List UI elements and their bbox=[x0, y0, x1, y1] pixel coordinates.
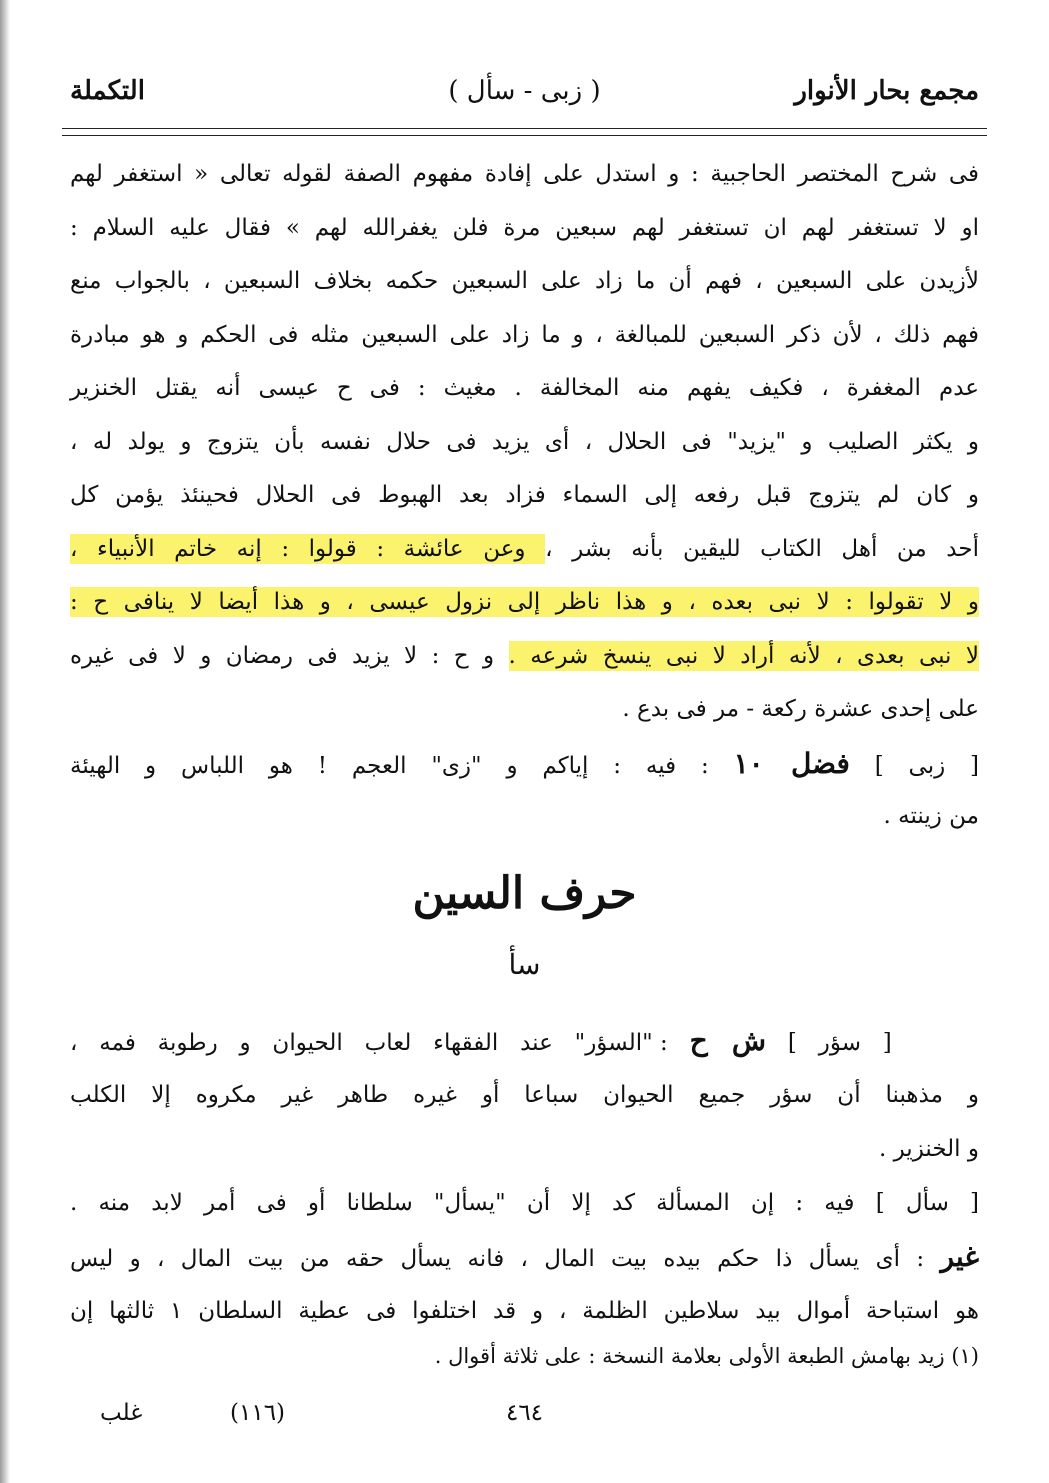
book-title: مجمع بحار الأنوار bbox=[794, 76, 979, 106]
text-line: عدم المغفرة ، فكيف يفهم منه المخالفة . مغيث : فى ح عيسى أنه يقتل الخنزير bbox=[70, 375, 979, 401]
second-text-block bbox=[70, 1014, 979, 1338]
entry-range: ( زبى - سأل ) bbox=[448, 76, 601, 106]
text-line: و كان لم يتزوج قبل رفعه إلى السماء فزاد بعد الهبوط فى الحلال فحينئذ يؤمن كل bbox=[70, 482, 979, 508]
text-line: و مذهبنا أن سؤر جميع الحيوان سباعا أو غيره طاهر غير مكروه إلا الكلب bbox=[70, 1082, 979, 1108]
fasl-label: فضل ١٠ bbox=[733, 746, 850, 780]
page-footer bbox=[70, 1400, 979, 1440]
entry-zby bbox=[70, 737, 979, 791]
line-plain-part: و ح : لا يزيد فى رمضان و لا فى غيره bbox=[70, 642, 509, 669]
signature-mark: غلب bbox=[100, 1400, 143, 1426]
entry-text: : فيه : إياكم و "زى" العجم ! هو اللباس و الهيئة bbox=[70, 752, 709, 779]
running-header bbox=[70, 68, 979, 118]
source-code: ش ح bbox=[689, 1024, 767, 1057]
highlighted-text: وعن عائشة : قولوا : إنه خاتم الأنبياء ، bbox=[70, 535, 546, 562]
signature-number: (١١٦) bbox=[230, 1400, 286, 1426]
entry-text: : "السؤر" عند الفقهاء لعاب الحيوان و رطوبة فمه ، bbox=[70, 1030, 668, 1056]
gh-label: غير bbox=[940, 1240, 979, 1273]
volume-label: التكملة bbox=[70, 76, 145, 106]
sub-title: سأ bbox=[508, 948, 541, 981]
text-line: من زينته . bbox=[883, 803, 979, 829]
entry-bracket: [ زبى ] bbox=[874, 752, 980, 779]
highlighted-text: لا نبى بعدى ، لأنه أراد لا نبى ينسخ شرعه . bbox=[508, 642, 979, 669]
text-line: فهم ذلك ، لأن ذكر السبعين للمبالغة ، و ما زاد على السبعين مثله فى الحكم و هو مبادرة bbox=[70, 321, 979, 348]
line-plain-part: أحد من أهل الكتاب لليقين بأنه بشر ، bbox=[545, 535, 979, 562]
entry-bracket: [ سؤر ] bbox=[787, 1030, 892, 1056]
text-line: لأزيدن على السبعين ، فهم أن ما زاد على السبعين حكمه بخلاف السبعين ، بالجواب منع bbox=[70, 268, 979, 294]
text-line-highlighted bbox=[70, 576, 979, 630]
header-double-rule bbox=[62, 128, 987, 136]
text-line: او لا تستغفر لهم ان تستغفر لهم سبعين مرة فلن يغفرالله لهم » فقال عليه السلام : bbox=[70, 214, 979, 241]
text-line: فى شرح المختصر الحاجبية : و استدل على إفادة مفهوم الصفة لقوله تعالى « استغفر لهم bbox=[70, 161, 979, 187]
text-line bbox=[70, 1230, 979, 1284]
text-line: و يكثر الصليب و "يزيد" فى الحلال ، أى يزيد فى حلال نفسه بأن يتزوج و يولد له ، bbox=[70, 428, 979, 455]
text-line: هو استباحة أموال بيد سلاطين الظلمة ، و قد اختلفوا فى عطية السلطان ١ ثالثها إن bbox=[70, 1298, 980, 1324]
entry-text: : أى يسأل ذا حكم بيده بيت المال ، فانه يسأل حقه من بيت المال ، و ليس bbox=[70, 1246, 925, 1272]
section-title: حرف السين bbox=[412, 868, 637, 919]
main-text-block bbox=[70, 148, 979, 844]
text-line-highlighted-partial bbox=[70, 523, 979, 577]
footnote: (١) زيد بهامش الطبعة الأولى بعلامة النسخة : على ثلاثة أقوال . bbox=[434, 1344, 979, 1368]
entry-sal: [ سأل ] فيه : إن المسألة كد إلا أن "يسأل" سلطانا أو فى أمر لابد منه . bbox=[70, 1190, 979, 1216]
text-line-highlighted-partial bbox=[70, 630, 979, 684]
text-line: و الخنزير . bbox=[878, 1136, 979, 1162]
highlighted-text: و لا تقولوا : لا نبى بعده ، و هذا ناظر إلى نزول عيسى ، و هذا أيضا لا ينافى ح : bbox=[70, 589, 979, 615]
text-line: على إحدى عشرة ركعة - مر فى بدع . bbox=[622, 696, 979, 722]
entry-sur bbox=[70, 1014, 979, 1068]
page-number: ٤٦٤ bbox=[505, 1400, 544, 1426]
